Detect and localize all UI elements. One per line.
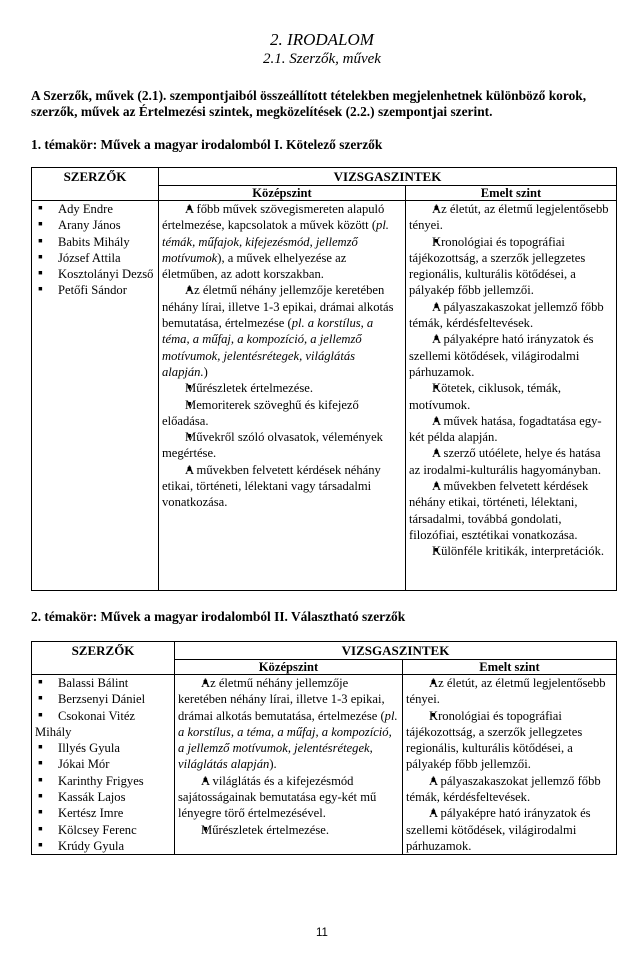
list-item: ▪ Kassák Lajos (35, 789, 171, 805)
chapter-title: 2. IRODALOM (270, 30, 374, 49)
topic2-high-cell (403, 675, 617, 855)
topic1-authors-cell (32, 201, 159, 591)
list-item: ▪ Kronológiai és topográfiai tájékozottság, a szerzők jellegzetes regionális, kulturális kötődései, a pályakép főbb jellemzői. (409, 234, 613, 299)
list-item: ▪ Berzsenyi Dániel (35, 691, 171, 707)
topic2-mid-cell (175, 675, 403, 855)
list-item: ▪ József Attila (35, 250, 155, 266)
list-item: ▪ Csokonai Vitéz Mihály (35, 708, 171, 741)
topic1-high-header: Emelt szint (406, 186, 617, 201)
list-item: ▪ Petőfi Sándor (35, 282, 155, 298)
list-item: ▪ Különféle kritikák, interpretációk. (409, 543, 613, 559)
topic2-title: 2. témakör: Művek a magyar irodalomból II. Választható szerzők (31, 609, 406, 624)
topic1-mid-header: Középszint (159, 186, 406, 201)
topic1-mid-cell (159, 201, 406, 591)
list-item: ▪ Az életút, az életmű legjelentősebb tényei. (409, 201, 613, 234)
list-item: ▪ A művekben felvetett kérdések néhány etikai, történeti, lélektani vagy társadalmi vonatkozása. (162, 462, 402, 511)
list-item: ▪ A főbb művek szövegismereten alapuló értelmezése, kapcsolatok a művek között (pl. témák, műfajok, kifejezésmód, jellemző motívumok), a művek elhelyezése az életműben, az adott korszakban. (162, 201, 402, 282)
list-item: ▪ Az életút, az életmű legjelentősebb tényei. (406, 675, 613, 708)
list-item: ▪ Művekről szóló olvasatok, vélemények megértése. (162, 429, 402, 462)
list-item: ▪ Babits Mihály (35, 234, 155, 250)
topic1-authors-header: SZERZŐK (32, 168, 159, 201)
list-item: ▪ Ady Endre (35, 201, 155, 217)
topic2-high-header: Emelt szint (403, 660, 617, 675)
list-item: ▪ A pályaképre ható irányzatok és szellemi kötődések, világirodalmi párhuzamok. (409, 331, 613, 380)
list-item: ▪ A pályaszakaszokat jellemző főbb témák, kérdésfeltevések. (409, 299, 613, 332)
list-item: ▪ Balassi Bálint (35, 675, 171, 691)
list-item: ▪ Karinthy Frigyes (35, 773, 171, 789)
topic1-high-cell (406, 201, 617, 591)
topic1-table (31, 167, 617, 591)
list-item: ▪ Illyés Gyula (35, 740, 171, 756)
topic2-authors-header: SZERZŐK (32, 642, 175, 675)
list-item: ▪ Memoriterek szöveghű és kifejező előadása. (162, 397, 402, 430)
topic1-levels-header: VIZSGASZINTEK (159, 168, 617, 186)
list-item: ▪ Kronológiai és topográfiai tájékozottság, a szerzők jellegzetes regionális, kulturális kötődései, a pályakép főbb jellemzői. (406, 708, 613, 773)
list-item: ▪ Műrészletek értelmezése. (178, 822, 399, 838)
page-number: 11 (316, 927, 328, 939)
intro-paragraph: A Szerzők, művek (2.1). szempontjaiból összeállított tételekben megjelenhetnek különböző korok, szerzők, művek az Értelmezési szintek, megközelítések (2.2.) szempontjai szerint. (31, 88, 587, 119)
topic2-mid-header: Középszint (175, 660, 403, 675)
list-item: ▪ A művek hatása, fogadtatása egy-két példa alapján. (409, 413, 613, 446)
list-item: ▪ Az életmű néhány jellemzője keretében néhány lírai, illetve 1-3 epikai, drámai alkotás bemutatása, értelmezése (pl. a korstílus, a téma, a műfaj, a kompozíció, a jellemző motívumok, jelentésrétegek, világlátás alapján.) (162, 282, 402, 380)
list-item: ▪ Kötetek, ciklusok, témák, motívumok. (409, 380, 613, 413)
list-item: ▪ Műrészletek értelmezése. (162, 380, 402, 396)
list-item: ▪ Jókai Mór (35, 756, 171, 772)
topic2-authors-cell (32, 675, 175, 855)
list-item: ▪ Krúdy Gyula (35, 838, 171, 854)
list-item: ▪ A pályaképre ható irányzatok és szellemi kötődések, világirodalmi párhuzamok. (406, 805, 613, 854)
list-item: ▪ A szerző utóélete, helye és hatása az irodalmi-kulturális hagyományban. (409, 445, 613, 478)
list-item: ▪ Az életmű néhány jellemzője keretében néhány lírai, illetve 1-3 epikai, drámai alkotás bemutatása, értelmezése (pl. a korstílus, a téma, a műfaj, a kompozíció, a jellemző motívumok, jelentésrétegek, világlátás alapján). (178, 675, 399, 773)
topic1-title: 1. témakör: Művek a magyar irodalomból I. Kötelező szerzők (31, 137, 383, 152)
list-item: ▪ Arany János (35, 217, 155, 233)
list-item: ▪ Kosztolányi Dezső (35, 266, 155, 282)
list-item: ▪ A pályaszakaszokat jellemző főbb témák, kérdésfeltevések. (406, 773, 613, 806)
list-item: ▪ A világlátás és a kifejezésmód sajátosságainak bemutatása egy-két mű lényegre törő értelmezésével. (178, 773, 399, 822)
list-item: ▪ Kertész Imre (35, 805, 171, 821)
topic2-levels-header: VIZSGASZINTEK (175, 642, 617, 660)
topic2-table (31, 641, 617, 855)
list-item: ▪ A művekben felvetett kérdések néhány etikai, történeti, lélektani, társadalmi, továbbá gondolati, filozófiai, esztétikai vonatkozása. (409, 478, 613, 543)
section-title: 2.1. Szerzők, művek (263, 51, 381, 67)
list-item: ▪ Kölcsey Ferenc (35, 822, 171, 838)
